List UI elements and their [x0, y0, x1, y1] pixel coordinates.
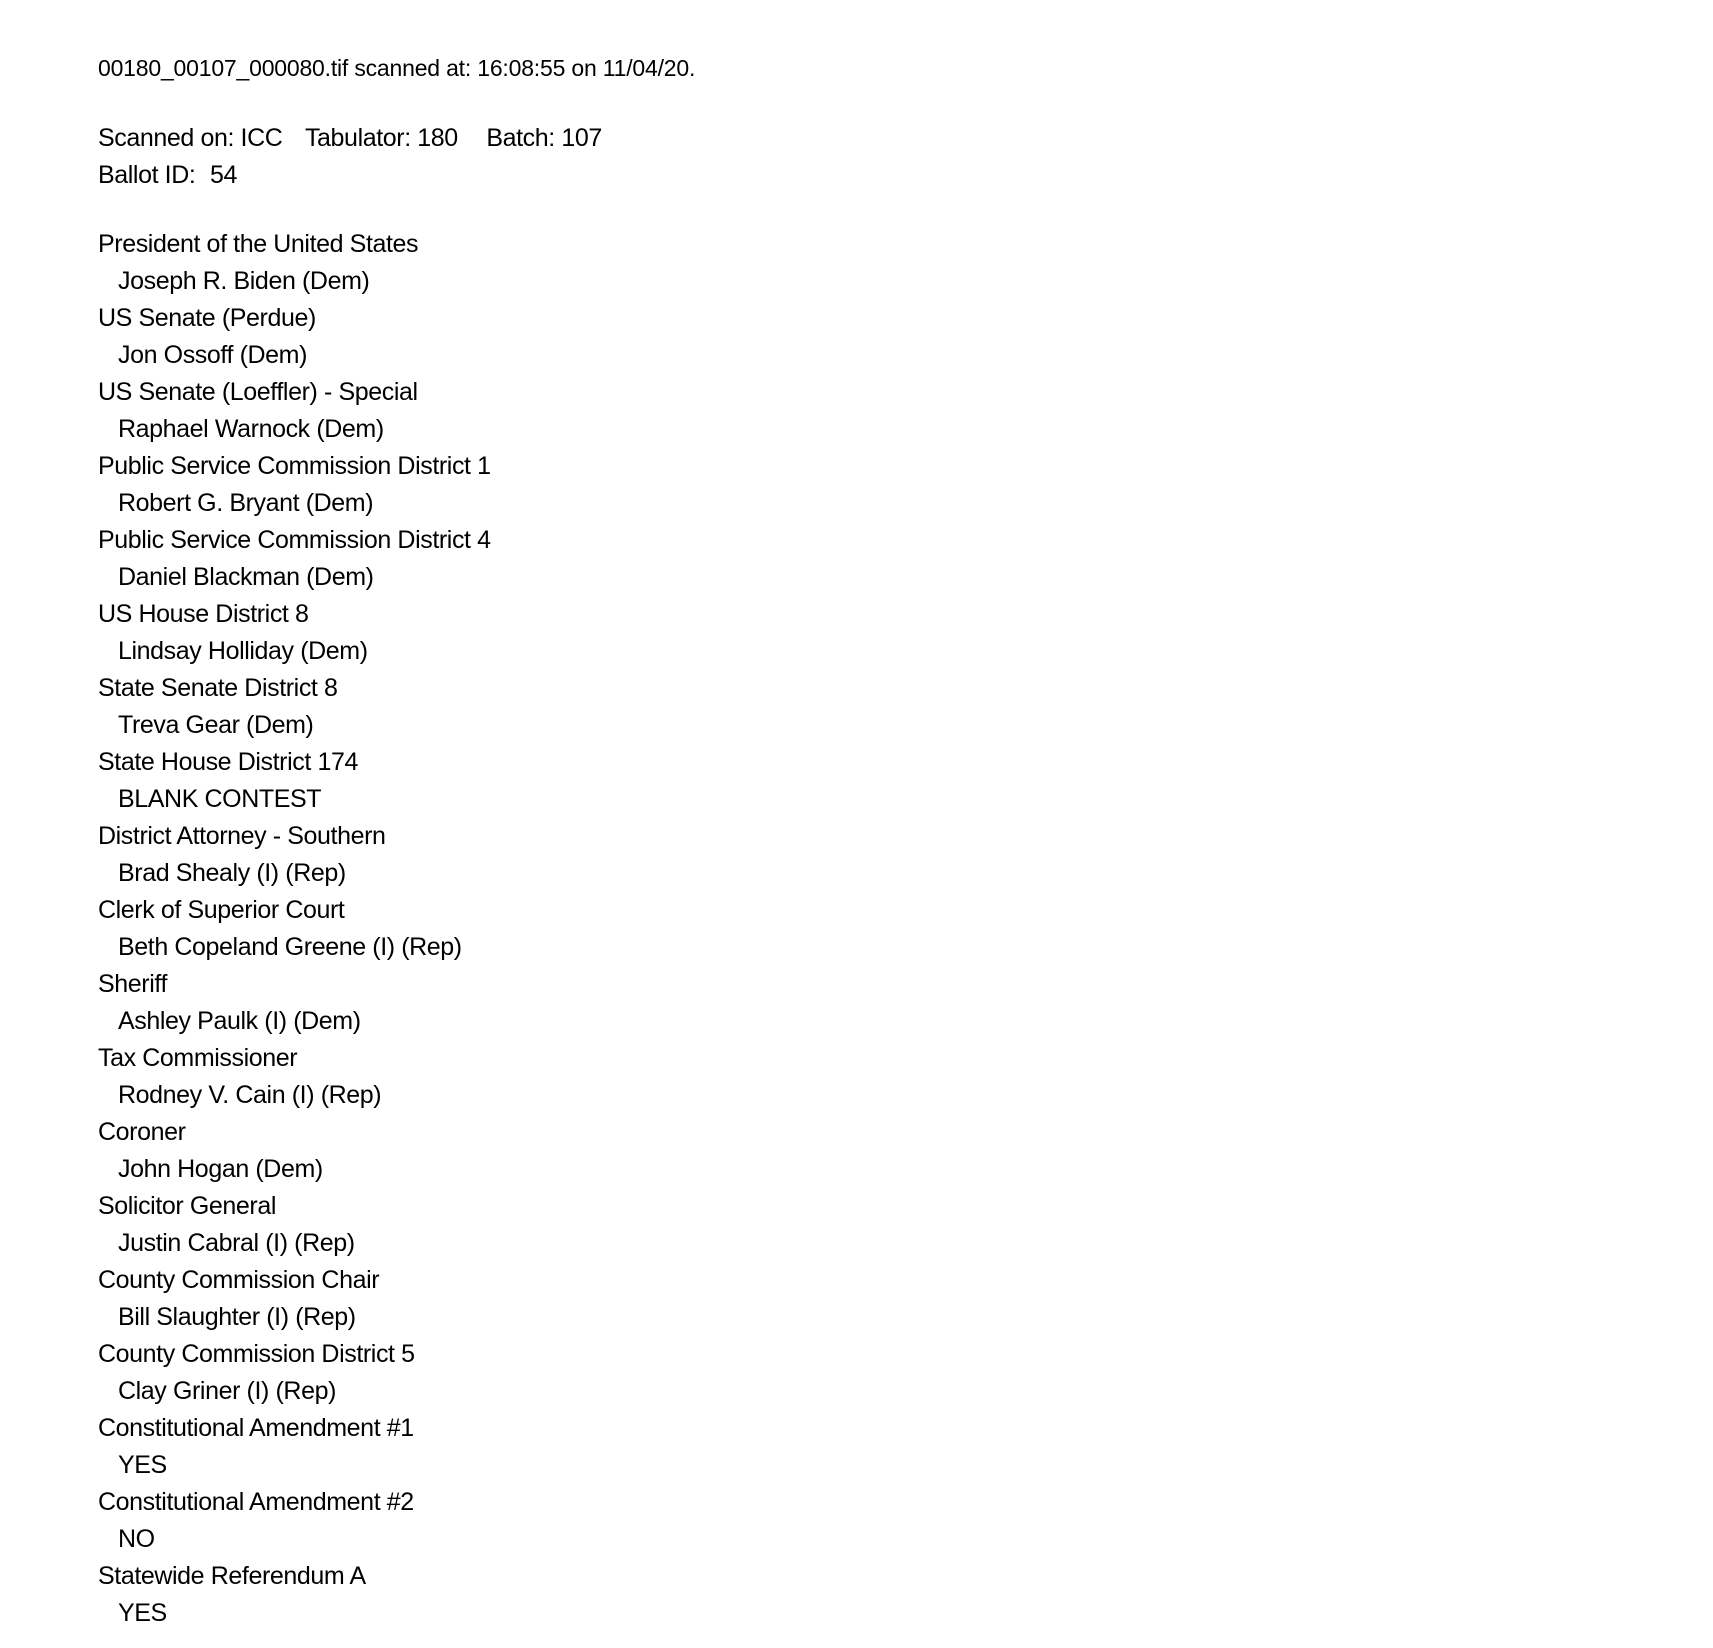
contest-selection: Jon Ossoff (Dem) — [118, 341, 308, 369]
contest-selection: Treva Gear (Dem) — [118, 711, 314, 739]
contest-title: Public Service Commission District 4 — [98, 526, 491, 554]
contest-title: Statewide Referendum A — [98, 1562, 366, 1590]
contest-selection: YES — [118, 1451, 167, 1479]
contest-selection: Daniel Blackman (Dem) — [118, 563, 374, 591]
contest-selection: John Hogan (Dem) — [118, 1155, 323, 1183]
contest-title: US Senate (Perdue) — [98, 304, 316, 332]
contest-item — [98, 1040, 1673, 1114]
contest-item — [98, 596, 1673, 670]
contest-selection: NO — [118, 1525, 155, 1553]
contest-title: Coroner — [98, 1118, 186, 1146]
contest-selection: Justin Cabral (I) (Rep) — [118, 1229, 355, 1257]
contest-title: Public Service Commission District 1 — [98, 452, 491, 480]
contest-item — [98, 818, 1673, 892]
contest-selection: BLANK CONTEST — [118, 785, 322, 813]
contest-item — [98, 892, 1673, 966]
contest-title: County Commission District 5 — [98, 1340, 415, 1368]
contest-selection: Lindsay Holliday (Dem) — [118, 637, 368, 665]
contest-selection: Raphael Warnock (Dem) — [118, 415, 384, 443]
contest-item — [98, 1484, 1673, 1558]
scan-info-block — [98, 120, 1673, 194]
contest-selection: Bill Slaughter (I) (Rep) — [118, 1303, 356, 1331]
contest-title: Tax Commissioner — [98, 1044, 298, 1072]
ballot-id-label: Ballot ID: — [98, 161, 196, 189]
contest-title: Constitutional Amendment #2 — [98, 1488, 414, 1516]
contest-title: Solicitor General — [98, 1192, 277, 1220]
contest-item — [98, 374, 1673, 448]
contest-item — [98, 1558, 1673, 1632]
contest-title: US Senate (Loeffler) - Special — [98, 378, 418, 406]
contest-list — [98, 226, 1673, 1632]
contest-title: US House District 8 — [98, 600, 309, 628]
contest-selection: Clay Griner (I) (Rep) — [118, 1377, 337, 1405]
contest-selection: Robert G. Bryant (Dem) — [118, 489, 374, 517]
contest-item — [98, 522, 1673, 596]
contest-selection: Rodney V. Cain (I) (Rep) — [118, 1081, 382, 1109]
batch-value: 107 — [561, 124, 602, 152]
tabulator-value: 180 — [417, 124, 458, 152]
contest-item — [98, 448, 1673, 522]
contest-item — [98, 744, 1673, 818]
contest-item — [98, 1410, 1673, 1484]
contest-selection: Brad Shealy (I) (Rep) — [118, 859, 346, 887]
scanner-info-line — [98, 120, 1673, 157]
contest-selection: Ashley Paulk (I) (Dem) — [118, 1007, 361, 1035]
contest-item — [98, 966, 1673, 1040]
contest-title: President of the United States — [98, 230, 419, 258]
contest-title: Constitutional Amendment #1 — [98, 1414, 414, 1442]
contest-item — [98, 300, 1673, 374]
contest-selection: Beth Copeland Greene (I) (Rep) — [118, 933, 462, 961]
scanned-on-value: ICC — [240, 124, 283, 152]
contest-item — [98, 226, 1673, 300]
scan-filename-line: 00180_00107_000080.tif scanned at: 16:08:55 on 11/04/20. — [98, 55, 696, 81]
contest-title: State Senate District 8 — [98, 674, 338, 702]
ballot-id-value: 54 — [209, 161, 237, 189]
contest-title: County Commission Chair — [98, 1266, 380, 1294]
contest-item — [98, 1114, 1673, 1188]
scanned-on-label: Scanned on: — [98, 124, 234, 152]
contest-item — [98, 670, 1673, 744]
contest-title: Sheriff — [98, 970, 168, 998]
contest-title: State House District 174 — [98, 748, 358, 776]
contest-item — [98, 1336, 1673, 1410]
contest-title: Clerk of Superior Court — [98, 896, 345, 924]
ballot-id-line — [98, 157, 1673, 194]
contest-item — [98, 1262, 1673, 1336]
contest-selection: Joseph R. Biden (Dem) — [118, 267, 370, 295]
tabulator-label: Tabulator: — [304, 124, 411, 152]
contest-item — [98, 1188, 1673, 1262]
contest-title: District Attorney - Southern — [98, 822, 386, 850]
batch-label: Batch: — [486, 124, 555, 152]
contest-selection: YES — [118, 1599, 167, 1627]
